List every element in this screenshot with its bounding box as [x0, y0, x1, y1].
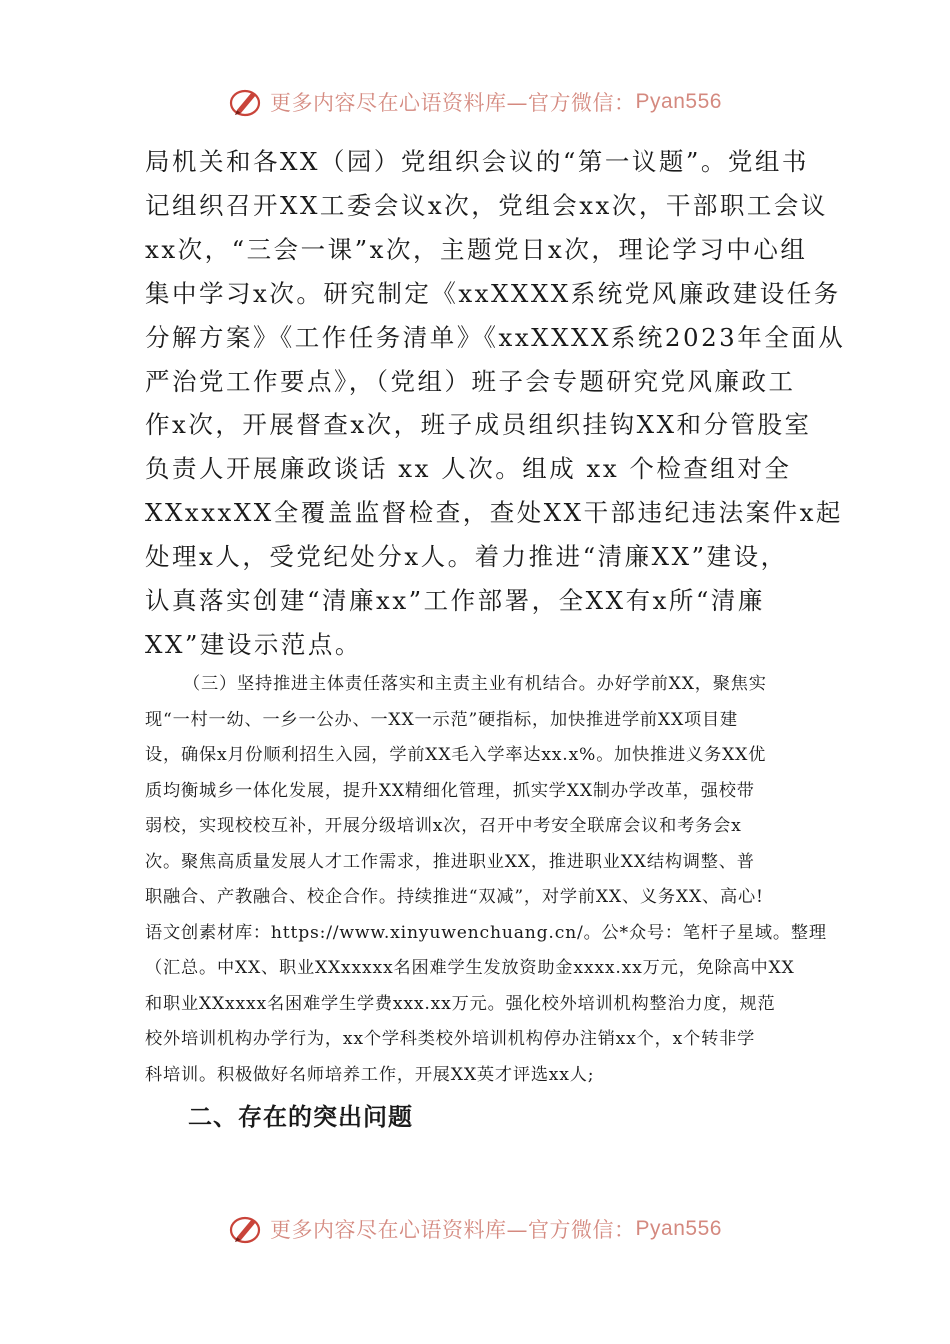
paragraph-2-line: 职融合、产教融合、校企合作。持续推进“双减”，对学前XX、义务XX、高心! [145, 887, 764, 907]
paragraph-1-line: XXxxxXX全覆盖监督检查，查处XX干部违纪违法案件x起 [145, 498, 843, 528]
paragraph-2-line: 质均衡城乡一体化发展，提升XX精细化管理，抓实学XX制办学改革，强校带 [145, 780, 755, 801]
paragraph-2-line: 和职业XXxxxx名困难学生学费xxx.xx万元。强化校外培训机构整治力度，规范 [145, 993, 776, 1014]
paragraph-1-line: 严治党工作要点》，（党组）班子会专题研究党风廉政工 [145, 366, 796, 396]
paragraph-2-line: 设，确保x月份顺利招生入园，学前XX毛入学率达xx.x%。加快推进义务XX优 [145, 745, 767, 765]
paragraph-2-line: （三）坚持推进主体责任落实和主责主业有机结合。办好学前XX，聚焦实 [183, 674, 767, 694]
paragraph-2-line: 现“一村一幼、一乡一公办、一XX一示范”硬指标，加快推进学前XX项目建 [145, 709, 738, 730]
paragraph-2 [145, 667, 827, 1093]
watermark-header [0, 86, 950, 118]
paragraph-1 [145, 140, 846, 667]
paragraph-1-line: 记组织召开XX工委会议x次，党组会xx次，干部职工会议 [145, 190, 828, 220]
paragraph-1-line: xx次，“三会一课”x次，主题党日x次，理论学习中心组 [145, 234, 808, 264]
paragraph-1-line: 处理x人，受党纪处分x人。着力推进“清廉XX”建设， [145, 542, 788, 572]
watermark-handle: Pyan556 [635, 1217, 722, 1240]
paragraph-2-line: 校外培训机构办学行为，xx个学科类校外培训机构停办注销xx个，x个转非学 [145, 1029, 756, 1049]
section-heading: 二、存在的突出问题 [188, 1103, 413, 1131]
watermark-handle: Pyan556 [635, 90, 722, 113]
paragraph-2-line: （汇总。中XX、职业XXxxxxx名困难学生发放资助金xxxx.xx万元，免除高中XX [145, 958, 795, 978]
paragraph-1-line: 分解方案》《工作任务清单》《xxXXXX系统2023年全面从 [145, 322, 846, 352]
paragraph-1-line: 认真落实创建“清廉xx”工作部署，全XX有x所“清廉 [145, 586, 765, 616]
paragraph-1-line: 负责人开展廉政谈话 xx 人次。组成 xx 个检查组对全 [145, 454, 792, 484]
paragraph-2-line: 语文创素材库：https://www.xinyuwenchuang.cn/。公*众号：笔杆子星域。整理 [145, 922, 827, 943]
pen-circle-logo-icon [228, 86, 266, 118]
watermark-footer [0, 1213, 950, 1245]
paragraph-2-line: 弱校，实现校校互补，开展分级培训x次，召开中考安全联席会议和考务会x [145, 816, 742, 836]
paragraph-2-line: 科培训。积极做好名师培养工作，开展XX英才评选xx人; [145, 1064, 595, 1085]
watermark-text: 更多内容尽在心语资料库—官方微信： [270, 1218, 636, 1242]
paragraph-1-line: 作x次，开展督查x次，班子成员组织挂钩XX和分管股室 [145, 410, 812, 440]
watermark-text: 更多内容尽在心语资料库—官方微信： [270, 91, 636, 115]
pen-circle-logo-icon [228, 1213, 266, 1245]
paragraph-2-line: 次。聚焦高质量发展人才工作需求，推进职业XX，推进职业XX结构调整、普 [145, 851, 755, 872]
paragraph-1-line: 局机关和各XX（园）党组织会议的“第一议题”。党组书 [145, 147, 809, 176]
paragraph-1-line: XX”建设示范点。 [145, 629, 362, 659]
paragraph-1-line: 集中学习x次。研究制定《xxXXXX系统党风廉政建设任务 [145, 278, 841, 308]
